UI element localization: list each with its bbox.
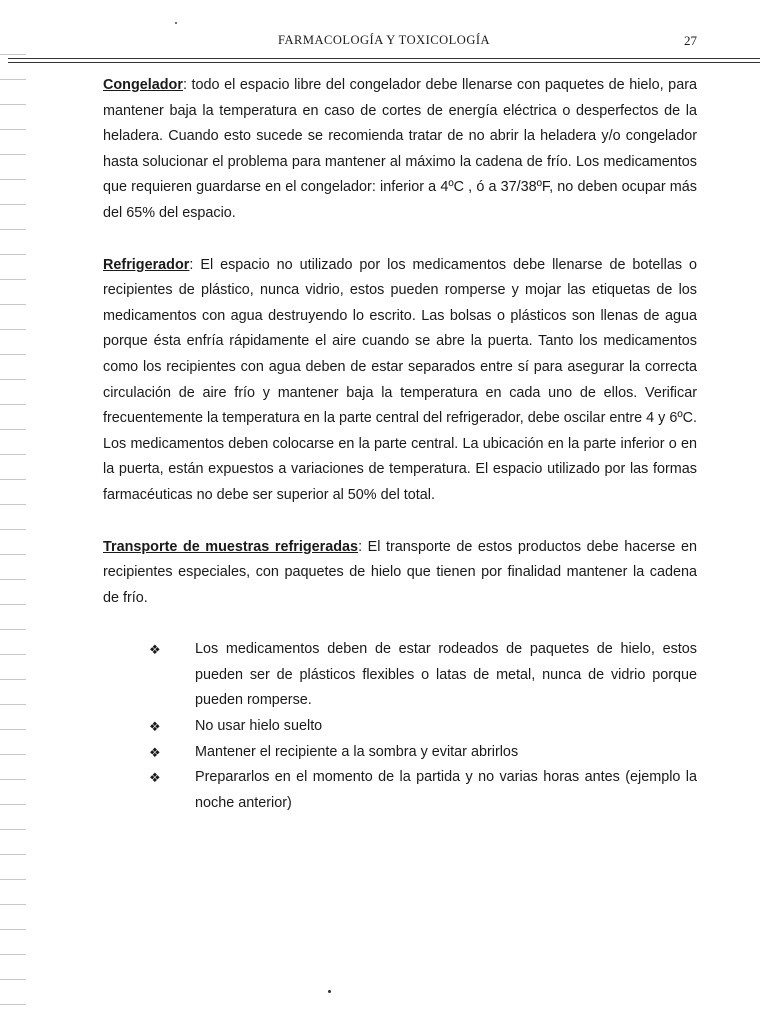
list-item	[103, 740, 697, 766]
paragraph-refrigerador-text: : El espacio no utilizado por los medicamentos debe llenarse de botellas o recipientes de plástico, nunca vidrio, estos pueden romperse y mojar las etiquetas de los medicamentos con agua destruyendo lo escrito. Las bolsas o plásticos son llenas de agua porque ésta enfría rápidamente el aire cuando se abre la puerta. Tanto los medicamentos como los recipientes con agua deben de estar separados entre sí para asegurar la correcta circulación de aire frío y mantener baja la temperatura en cada uno de ellos. Verificar frecuentemente la temperatura en la parte central del refrigerador, debe oscilar entre 4 y 6ºC.	[103, 256, 697, 427]
diamond-bullet-icon: ❖	[149, 642, 161, 658]
paragraph-congelador	[103, 73, 697, 227]
paragraph-transporte-text: : El transporte de estos productos debe hacerse en recipientes especiales, con paquetes de hielo que tienen por finalidad mantener la cadena de frío.	[103, 538, 698, 606]
diamond-bullet-icon: ❖	[149, 719, 161, 735]
page-header	[0, 30, 768, 60]
page-number: 27	[684, 33, 697, 48]
header-rule-thick	[8, 62, 760, 63]
scan-speck	[328, 990, 331, 993]
binding-margin-marks	[0, 40, 26, 1020]
list-item-text: Los medicamentos deben de estar rodeados de paquetes de hielo, estos pueden ser de plásticos flexibles o latas de metal, nunca de vidrio porque pueden romperse.	[195, 641, 697, 709]
list-item	[103, 765, 697, 816]
paragraph-transporte	[103, 535, 697, 612]
page-body	[103, 73, 698, 811]
scan-speck	[175, 22, 177, 24]
term-transporte: Transporte de muestras refrigeradas	[103, 538, 359, 555]
list-item	[103, 714, 697, 740]
bullet-list	[103, 637, 697, 816]
diamond-bullet-icon: ❖	[149, 770, 161, 786]
paragraph-refrigerador-cont: Los medicamentos deben colocarse en la parte central. La ubicación en la parte inferior o en la puerta, están expuestos a variaciones de temperatura. El espacio utilizado por las formas farmacéuticas no debe ser superior al 50% del total.	[103, 435, 697, 503]
diamond-bullet-icon: ❖	[149, 744, 161, 760]
term-congelador: Congelador	[103, 77, 183, 93]
term-refrigerador: Refrigerador	[103, 256, 190, 273]
header-rule-thin	[8, 58, 760, 59]
list-item-text: Mantener el recipiente a la sombra y evitar abrirlos	[195, 743, 519, 760]
list-item-text: Prepararlos en el momento de la partida y no varias horas antes (ejemplo la noche anterior)	[195, 769, 697, 811]
list-item-text: No usar hielo suelto	[195, 718, 323, 735]
paragraph-congelador-text: : todo el espacio libre del congelador debe llenarse con paquetes de hielo, para mantener baja la temperatura en caso de cortes de energía eléctrica o desperfectos de la heladera. Cuando esto sucede se recomienda tratar de no abrir la heladera y/o congelador hasta solucionar el problema para mantener al máximo la cadena de frío. Los medicamentos que requieren guardarse en el congelador: inferior a 4ºC , ó a 37/38ºF, no deben ocupar más del 65% del espacio.	[103, 77, 697, 221]
paragraph-refrigerador	[103, 253, 697, 432]
list-item	[103, 637, 697, 714]
header-title: FARMACOLOGÍA Y TOXICOLOGÍA	[277, 33, 491, 47]
